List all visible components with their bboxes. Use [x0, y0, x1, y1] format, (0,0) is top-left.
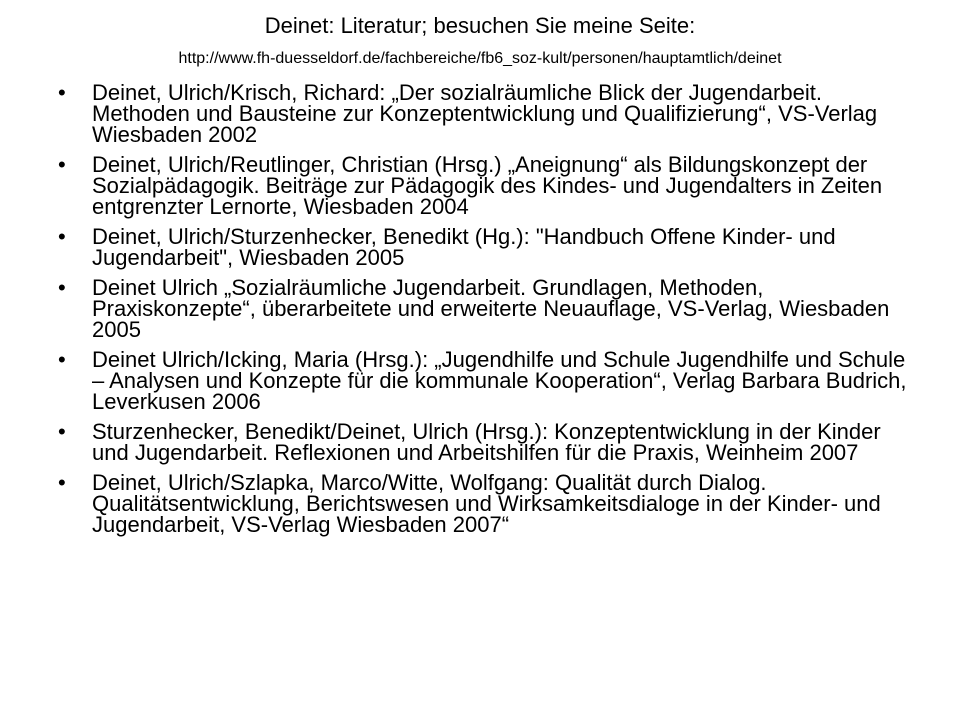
bullet-icon: • [58, 152, 66, 177]
reference-text: Deinet Ulrich „Sozialräumliche Jugendarbeit. Grundlagen, Methoden, Praxiskonzepte“, überarbeitete und erweiterte Neuauflage, VS-Verlag, Wiesbaden 2005 [92, 275, 890, 342]
reference-text: Deinet, Ulrich/Sturzenhecker, Benedikt (Hg.): "Handbuch Offene Kinder- und Jugendarbeit", Wiesbaden 2005 [92, 224, 836, 270]
reference-item [52, 154, 912, 217]
reference-text: Sturzenhecker, Benedikt/Deinet, Ulrich (Hrsg.): Konzeptentwicklung in der Kinder und Jugendarbeit. Reflexionen und Arbeitshilfen für die Praxis, Weinheim 2007 [92, 419, 881, 465]
reference-item [52, 421, 912, 463]
bullet-icon: • [58, 275, 66, 300]
reference-item [52, 277, 912, 340]
reference-item [52, 472, 912, 535]
bullet-icon: • [58, 470, 66, 495]
slide-header [0, 12, 960, 70]
reference-text: Deinet Ulrich/Icking, Maria (Hrsg.): „Jugendhilfe und Schule Jugendhilfe und Schule – Analysen und Konzepte für die kommunale Kooperation“, Verlag Barbara Budrich, Leverkusen 2006 [92, 347, 907, 414]
bullet-icon: • [58, 419, 66, 444]
reference-text: Deinet, Ulrich/Szlapka, Marco/Witte, Wolfgang: Qualität durch Dialog. Qualitätsentwicklung, Berichtswesen und Wirksamkeitsdialoge in der Kinder- und Jugendarbeit, VS-Verlag Wiesbaden 2007“ [92, 470, 881, 537]
slide-title: Deinet: Literatur; besuchen Sie meine Seite: [264, 13, 696, 38]
bullet-icon: • [58, 80, 66, 105]
reference-item [52, 349, 912, 412]
bullet-icon: • [58, 347, 66, 372]
reference-item [52, 82, 912, 145]
reference-text: Deinet, Ulrich/Krisch, Richard: „Der sozialräumliche Blick der Jugendarbeit. Methoden und Bausteine zur Konzeptentwicklung und Qualifizierung“, VS-Verlag Wiesbaden 2002 [92, 80, 878, 147]
reference-item [52, 226, 912, 268]
reference-list [52, 82, 912, 544]
homepage-url[interactable]: http://www.fh-duesseldorf.de/fachbereiche/fb6_soz-kult/personen/hauptamtlich/deinet [178, 50, 782, 67]
reference-text: Deinet, Ulrich/Reutlinger, Christian (Hrsg.) „Aneignung“ als Bildungskonzept der Sozialpädagogik. Beiträge zur Pädagogik des Kindes- und Jugendalters in Zeiten entgrenzter Lernorte, Wiesbaden 2004 [92, 152, 883, 219]
bullet-icon: • [58, 224, 66, 249]
